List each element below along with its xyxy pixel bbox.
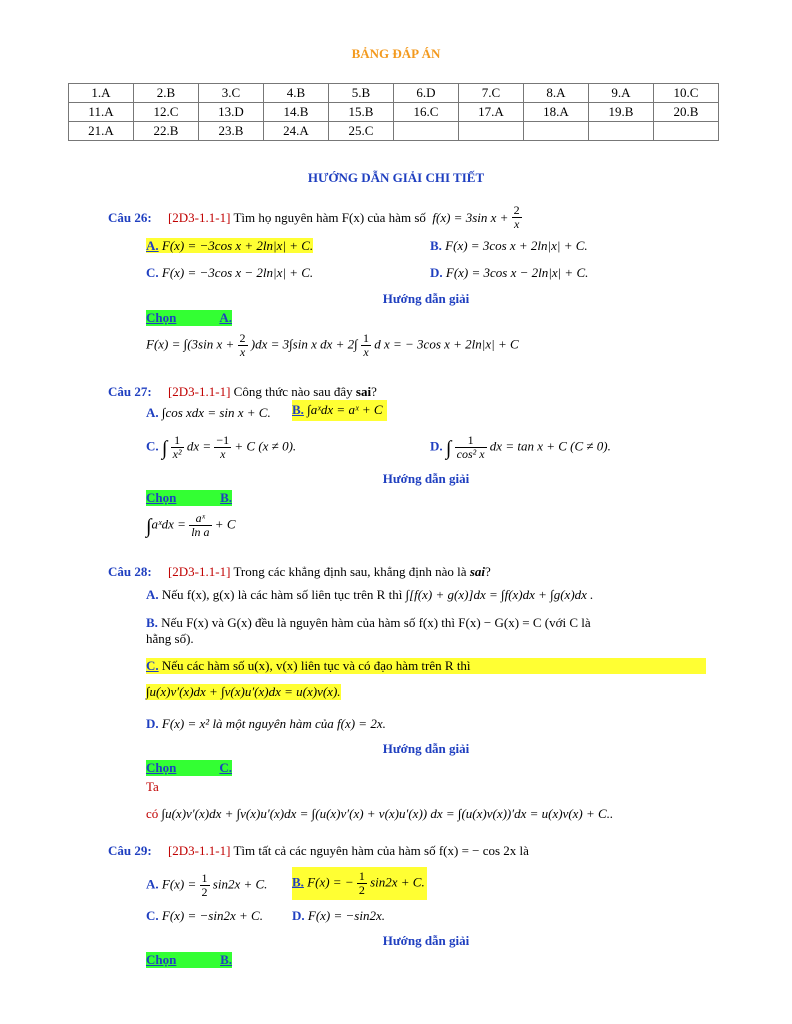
answer-cell: 15.B <box>329 103 394 122</box>
q27-option-c[interactable]: C. ∫ $\frac{1}{\text{x²}}$ dx = $\frac{-1}{x}$ + C (x ≠ 0). <box>146 433 297 461</box>
q27-option-d[interactable]: D. ∫ $\frac{1}{\text{cos² x}}$ dx = tan x + C (C ≠ 0). <box>430 433 611 461</box>
q26-option-b[interactable]: B. F(x) = 3cos x + 2ln|x| + C. <box>430 238 588 253</box>
q26-option-d[interactable]: D. F(x) = 3cos x − 2ln|x| + C. <box>430 265 589 280</box>
answer-cell: 23.B <box>199 122 264 141</box>
answer-row <box>69 84 719 103</box>
answer-cell: 5.B <box>329 84 394 103</box>
answer-cell: 22.B <box>134 122 199 141</box>
answer-cell: 14.B <box>264 103 329 122</box>
question-code: [2D3-1.1-1] <box>167 210 231 225</box>
answer-cell: 17.A <box>459 103 524 122</box>
q28-option-d[interactable]: D. F(x) = x² là một nguyên hàm của f(x) = 2x. <box>146 716 386 731</box>
q29-option-d[interactable]: D. F(x) = −sin2x. <box>292 908 385 923</box>
function-expr: f(x) = 3sin x + <box>432 210 509 225</box>
answer-cell: 12.C <box>134 103 199 122</box>
q29-chosen-answer: Chọn B. <box>146 952 232 967</box>
answer-cell <box>654 122 719 141</box>
solution-heading: Hướng dẫn giải <box>382 741 470 756</box>
option-a-text: F(x) = −3cos x + 2ln|x| + C. <box>161 238 314 253</box>
q29-option-c[interactable]: C. F(x) = −sin2x + C. <box>146 908 263 923</box>
question-29: Câu 29: [2D3-1.1-1] Tìm tất cả các nguyên hàm của hàm số f(x) = − cos 2x là <box>108 843 529 858</box>
answer-cell: 18.A <box>524 103 589 122</box>
q26-option-a[interactable]: A. F(x) = −3cos x + 2ln|x| + C. <box>146 238 314 253</box>
q27-solution: ∫aˣdx = $\frac{\text{aˣ}}{\text{ln a}}$ + C <box>146 511 236 539</box>
q28-solution: có ∫u(x)v′(x)dx + ∫v(x)u′(x)dx = ∫(u(x)v′(x) + v(x)u′(x)) dx = ∫(u(x)v(x))′dx = u(x)v(x) + C.. <box>146 806 614 821</box>
question-27: Câu 27: [2D3-1.1-1] Công thức nào sau đây sai? <box>108 384 377 399</box>
answer-cell: 4.B <box>264 84 329 103</box>
answer-cell: 2.B <box>134 84 199 103</box>
answer-cell <box>524 122 589 141</box>
answer-cell: 8.A <box>524 84 589 103</box>
q28-chosen-answer: Chọn C. <box>146 760 232 775</box>
answer-cell: 10.C <box>654 84 719 103</box>
q29-option-a[interactable]: A. F(x) = $\frac{1}{2}$ sin2x + C. <box>146 871 268 899</box>
option-c-text: F(x) = −3cos x − 2ln|x| + C. <box>161 265 314 280</box>
answer-row <box>69 122 719 141</box>
answer-cell: 7.C <box>459 84 524 103</box>
q27-chosen-answer: Chọn B. <box>146 490 232 505</box>
q28-option-b[interactable]: B. Nếu F(x) và G(x) đều là nguyên hàm của hàm số f(x) thì F(x) − G(x) = C (với C là hằng số). <box>146 615 591 646</box>
answer-cell: 21.A <box>69 122 134 141</box>
answer-cell <box>394 122 459 141</box>
option-b-text: F(x) = 3cos x + 2ln|x| + C. <box>445 238 588 253</box>
answer-cell: 1.A <box>69 84 134 103</box>
fraction-2-over-x: $\frac{2}{x}$ <box>513 203 520 231</box>
solution-heading: Hướng dẫn giải <box>382 471 470 486</box>
q27-option-b[interactable]: B. ∫aˣdx = aˣ + C <box>292 402 387 418</box>
q26-solution: F(x) = ∫(3sin x + $\frac{2}{x}$ )dx = 3∫sin x dx + 2∫ $\frac{1}{x}$ d x = − 3cos x + 2ln|x| + C <box>146 331 519 359</box>
answer-cell <box>589 122 654 141</box>
section-title: HƯỚNG DẪN GIẢI CHI TIẾT <box>307 170 485 185</box>
answer-key-table <box>68 83 719 141</box>
answer-cell: 24.A <box>264 122 329 141</box>
question-label: Câu 26: <box>108 210 152 225</box>
answer-cell: 11.A <box>69 103 134 122</box>
q29-option-b[interactable]: B. F(x) = − $\frac{1}{2}$ sin2x + C. <box>292 867 427 900</box>
question-28: Câu 28: [2D3-1.1-1] Trong các khẳng định sau, khẳng định nào là sai? <box>108 564 491 579</box>
answer-cell: 13.D <box>199 103 264 122</box>
q27-option-a[interactable]: A. ∫cos xdx = sin x + C. <box>146 405 271 420</box>
q28-option-c[interactable]: C. Nếu các hàm số u(x), v(x) liên tục và có đạo hàm trên R thì <box>146 658 706 674</box>
answer-row <box>69 103 719 122</box>
question-text: Tìm họ nguyên hàm F(x) của hàm số <box>233 210 426 225</box>
q26-chosen-answer: Chọn A. <box>146 310 232 325</box>
answer-cell: 3.C <box>199 84 264 103</box>
question-26 <box>108 204 522 231</box>
q26-option-c[interactable]: C. F(x) = −3cos x − 2ln|x| + C. <box>146 265 314 280</box>
solution-heading: Hướng dẫn giải <box>382 291 470 306</box>
answer-cell: 20.B <box>654 103 719 122</box>
answer-cell <box>459 122 524 141</box>
answer-cell: 19.B <box>589 103 654 122</box>
option-d-text: F(x) = 3cos x − 2ln|x| + C. <box>445 265 589 280</box>
answer-cell: 9.A <box>589 84 654 103</box>
q28-solution-ta: Ta <box>146 779 159 794</box>
q28-option-a[interactable]: A. Nếu f(x), g(x) là các hàm số liên tục trên R thì ∫[f(x) + g(x)]dx = ∫f(x)dx + ∫g(x)dx . <box>146 587 594 602</box>
answer-cell: 6.D <box>394 84 459 103</box>
answer-cell: 16.C <box>394 103 459 122</box>
answer-cell: 25.C <box>329 122 394 141</box>
q28-option-c-formula: ∫u(x)v′(x)dx + ∫v(x)u′(x)dx = u(x)v(x). <box>146 684 341 699</box>
solution-heading: Hướng dẫn giải <box>382 933 470 948</box>
answer-key-title: BẢNG ĐÁP ÁN <box>351 46 441 61</box>
